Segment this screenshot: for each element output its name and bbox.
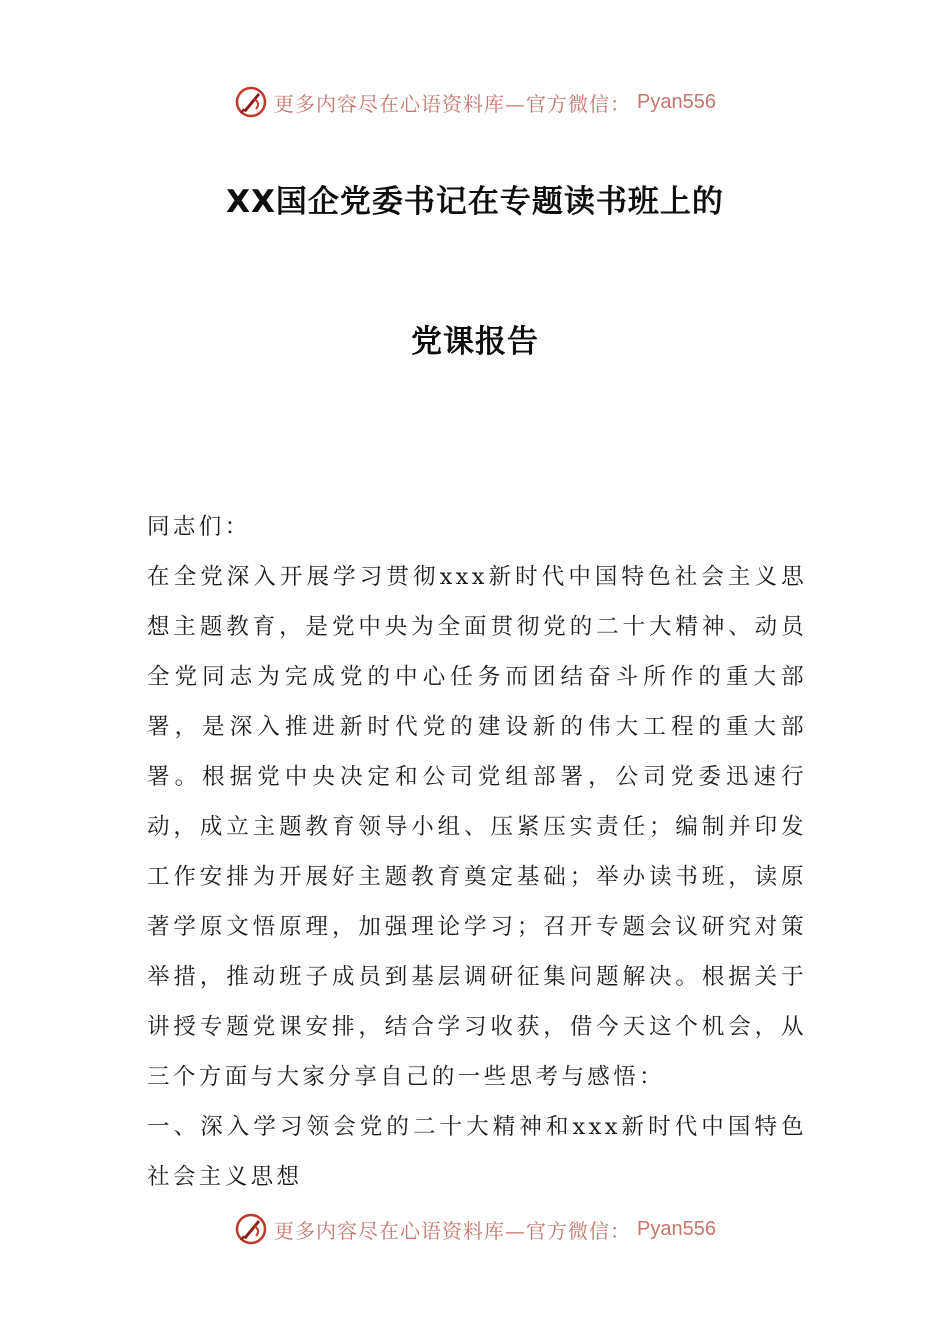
paragraph: 在全党深入开展学习贯彻xxx新时代中国特色社会主义思想主题教育，是党中央为全面贯彻党的二十大精神、动员全党同志为完成党的中心任务而团结奋斗所作的重大部署，是深入推进新时代党的建设新的伟大工程的重大部署。根据党中央决定和公司党组部署，公司党委迅速行动，成立主题教育领导小组、压紧压实责任；编制并印发工作安排为开展好主题教育奠定基础；举办读书班，读原著学原文悟原理，加强理论学习；召开专题会议研究对策举措，推动班子成员到基层调研征集问题解决。根据关于讲授专题党课安排，结合学习收获，借今天这个机会，从三个方面与大家分享自己的一些思考与感悟：: [147, 564, 807, 1090]
header-watermark: [0, 82, 950, 122]
watermark-text: 更多内容尽在心语资料库—官方微信：: [274, 91, 632, 116]
footer-watermark: [0, 1209, 950, 1249]
section-heading: 一、深入学习领会党的二十大精神和xxx新时代中国特色社会主义思想: [147, 1114, 807, 1190]
watermark-wechat-id: Pyan556: [637, 90, 716, 113]
quill-logo-icon: [234, 1212, 268, 1246]
watermark-text: 更多内容尽在心语资料库—官方微信：: [274, 1218, 632, 1243]
document-body: [147, 502, 807, 1202]
document-title-line2: 党课报告: [411, 324, 539, 360]
salutation: 同志们：: [147, 514, 251, 540]
document-title-line1: XX国企党委书记在专题读书班上的: [226, 184, 724, 220]
quill-logo-icon: [234, 85, 268, 119]
watermark-wechat-id: Pyan556: [637, 1217, 716, 1240]
